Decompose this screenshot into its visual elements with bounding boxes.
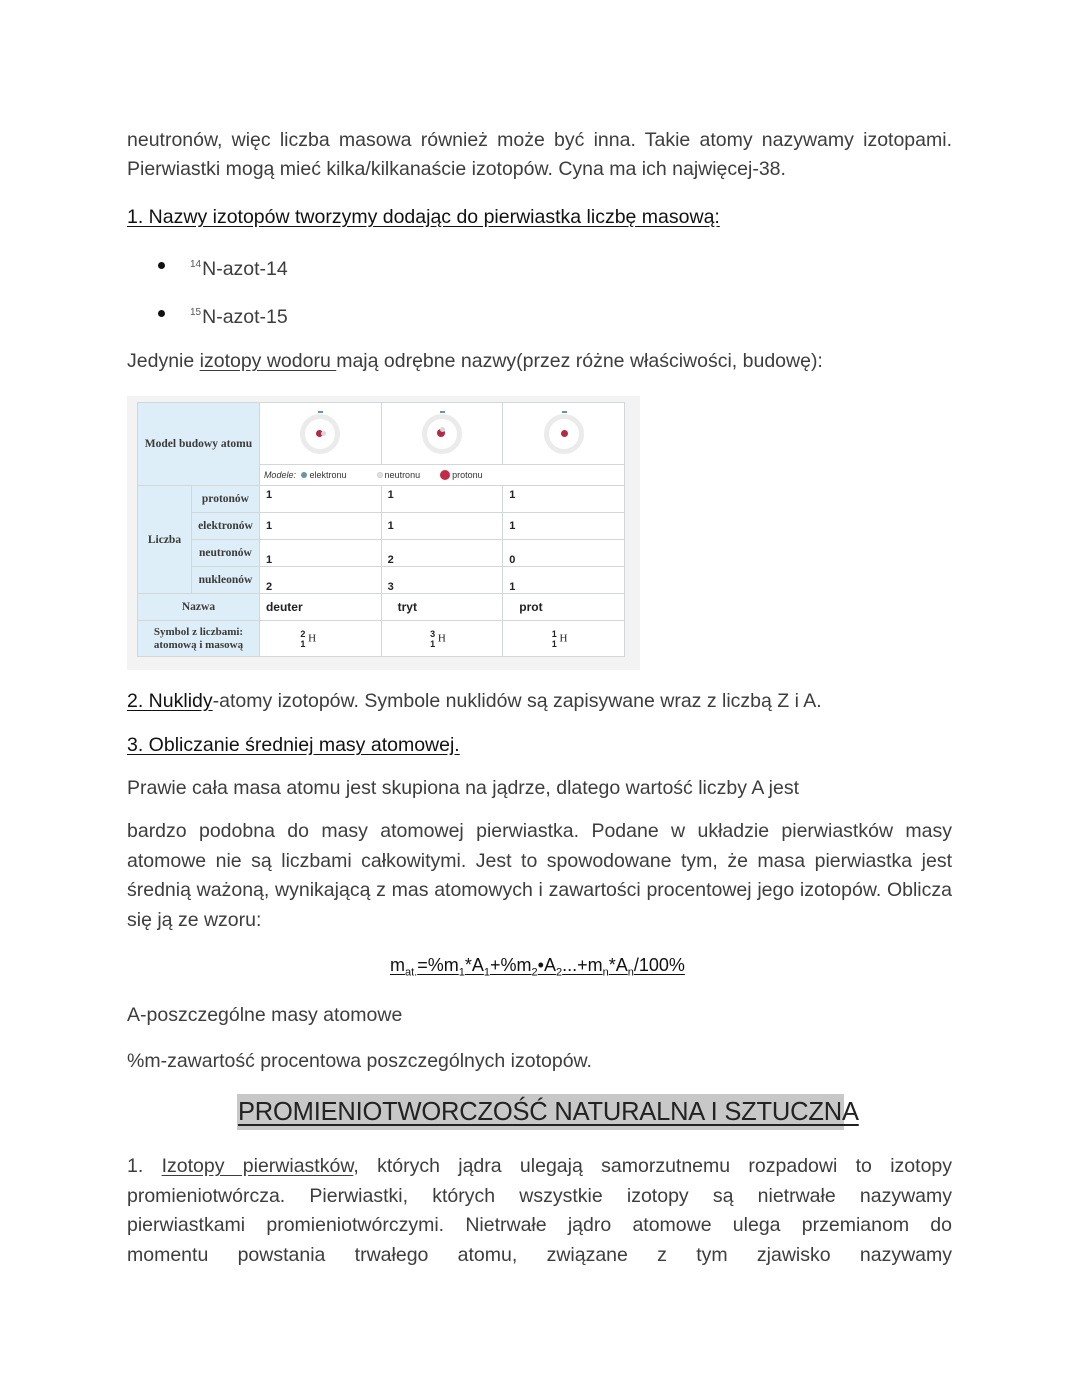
- atom-model-deuter: [259, 403, 381, 465]
- definition-percent-m: %m-zawartość procentowa poszczególnych izotopów.: [127, 1050, 592, 1072]
- cell-protons-deuter: 1: [259, 486, 381, 513]
- neutron-dot-icon: [377, 472, 383, 478]
- radio-line-3: pierwiastkami promieniotwórczymi. Nietrwałe jądro atomowe ulega przemianom do: [127, 1214, 952, 1236]
- cell-symbol-prot: 1 1 H: [503, 621, 625, 657]
- cell-neutrons-tryt: 2: [381, 540, 503, 567]
- hydrogen-note: [127, 347, 823, 377]
- definition-a: A-poszczególne masy atomowe: [127, 1004, 403, 1026]
- bullet-icon: [158, 310, 165, 317]
- legend-electron: elektronu: [309, 469, 347, 480]
- section-1-heading: 1. Nazwy izotopów tworzymy dodając do pierwiastka liczbę masową:: [127, 206, 720, 228]
- section-3-heading: 3. Obliczanie średniej masy atomowej.: [127, 734, 460, 756]
- section-2-heading: 2. Nuklidy: [127, 690, 213, 712]
- cell-electrons-tryt: 1: [381, 513, 503, 540]
- cell-electrons-prot: 1: [503, 513, 625, 540]
- list-item: [157, 250, 457, 280]
- hydrogen-isotopes-table-image: [127, 396, 640, 670]
- liczba-label: Liczba: [138, 486, 192, 594]
- cell-electrons-deuter: 1: [259, 513, 381, 540]
- radio-line-4: momentu powstania trwałego atomu, związane z tym zjawisko nazywamy: [127, 1244, 952, 1266]
- proton-dot-icon: [440, 470, 450, 480]
- isotope-name: $^{15}$N-azot-15: [190, 306, 288, 328]
- tritium-atom-icon: [422, 414, 462, 454]
- item-number: 1.: [127, 1155, 162, 1177]
- cell-name-tryt: tryt: [381, 594, 503, 621]
- legend-proton: protonu: [452, 469, 483, 480]
- cell-nucleons-deuter: 2: [259, 567, 381, 594]
- list-item: [157, 298, 457, 328]
- section-2-line: [127, 687, 822, 717]
- intro-line-1: neutronów, więc liczba masowa również może być inna. Takie atomy nazywamy izotopami.: [127, 129, 952, 151]
- bullet-icon: [158, 262, 165, 269]
- isotope-name: $^{14}$N-azot-14: [190, 258, 288, 280]
- cell-nucleons-tryt: 3: [381, 567, 503, 594]
- radio-line-1: [127, 1152, 952, 1182]
- row-label-neutrons: neutronów: [191, 540, 259, 567]
- model-header: Model budowy atomu: [138, 403, 260, 486]
- symbol-label: Symbol z liczbami: atomową i masową: [138, 621, 260, 657]
- cell-neutrons-deuter: 1: [259, 540, 381, 567]
- cell-name-deuter: deuter: [259, 594, 381, 621]
- atom-model-tryt: [381, 403, 503, 465]
- legend-neutron: neutronu: [384, 469, 421, 480]
- cell-nucleons-prot: 1: [503, 567, 625, 594]
- model-legend: [259, 465, 624, 486]
- line-1-rest: , których jądra ulegają samorzutnemu rozpadowi to izotopy: [353, 1155, 953, 1177]
- section-3-paragraph: bardzo podobna do masy atomowej pierwiastka. Podane w układzie pierwiastków masy atomowe nie są liczbami całkowitymi. Jest to spowodowane tym, że masa pierwiastka jest średnią ważoną, wynikającą z mas atomowych i zawartości procentowej jego izotopów. Oblicza się ją ze wzoru:: [127, 820, 952, 931]
- radio-line-2: promieniotwórcza. Pierwiastki, których wszystkie izotopy są nietrwałe nazywamy: [127, 1185, 952, 1207]
- section-2-text: -atomy izotopów. Symbole nuklidów są zapisywane wraz z liczbą Z i A.: [212, 690, 822, 712]
- cell-symbol-tryt: 3 1 H: [381, 621, 503, 657]
- cell-name-prot: prot: [503, 594, 625, 621]
- radioactivity-section-title: PROMIENIOTWORCZOŚĆ NATURALNA I SZTUCZNA: [237, 1094, 844, 1130]
- cell-neutrons-prot: 0: [503, 540, 625, 567]
- atom-model-prot: [503, 403, 625, 465]
- hydrogen-isotopes-table: [137, 402, 625, 657]
- section-3-line-1: Prawie cała masa atomu jest skupiona na jądrze, dlatego wartość liczby A jest: [127, 777, 800, 799]
- legend-prefix: Modele:: [263, 469, 296, 480]
- row-label-protons: protonów: [191, 486, 259, 513]
- cell-protons-prot: 1: [503, 486, 625, 513]
- cell-symbol-deuter: 2 1 H: [259, 621, 381, 657]
- note-prefix: Jedynie: [127, 350, 200, 372]
- row-label-nucleons: nukleonów: [191, 567, 259, 594]
- name-label: Nazwa: [138, 594, 260, 621]
- intro-line-2: Pierwiastki mogą mieć kilka/kilkanaście izotopów. Cyna ma ich najwięcej-38.: [127, 158, 786, 180]
- protium-atom-icon: [544, 414, 584, 454]
- deuterium-atom-icon: [300, 414, 340, 454]
- cell-protons-tryt: 1: [381, 486, 503, 513]
- hydrogen-isotopes-link[interactable]: izotopy wodoru: [199, 350, 337, 372]
- isotopes-of-elements-link[interactable]: Izotopy pierwiastków: [161, 1155, 354, 1177]
- row-label-electrons: elektronów: [191, 513, 259, 540]
- note-suffix: mają odrębne nazwy(przez różne właściwości, budowę):: [336, 350, 823, 372]
- electron-dot-icon: [301, 472, 307, 478]
- average-atomic-mass-formula: $m_{at.}=\%m_1*A_1+\%m_2•A_2...+m_n*A_n/100\%$: [390, 955, 685, 979]
